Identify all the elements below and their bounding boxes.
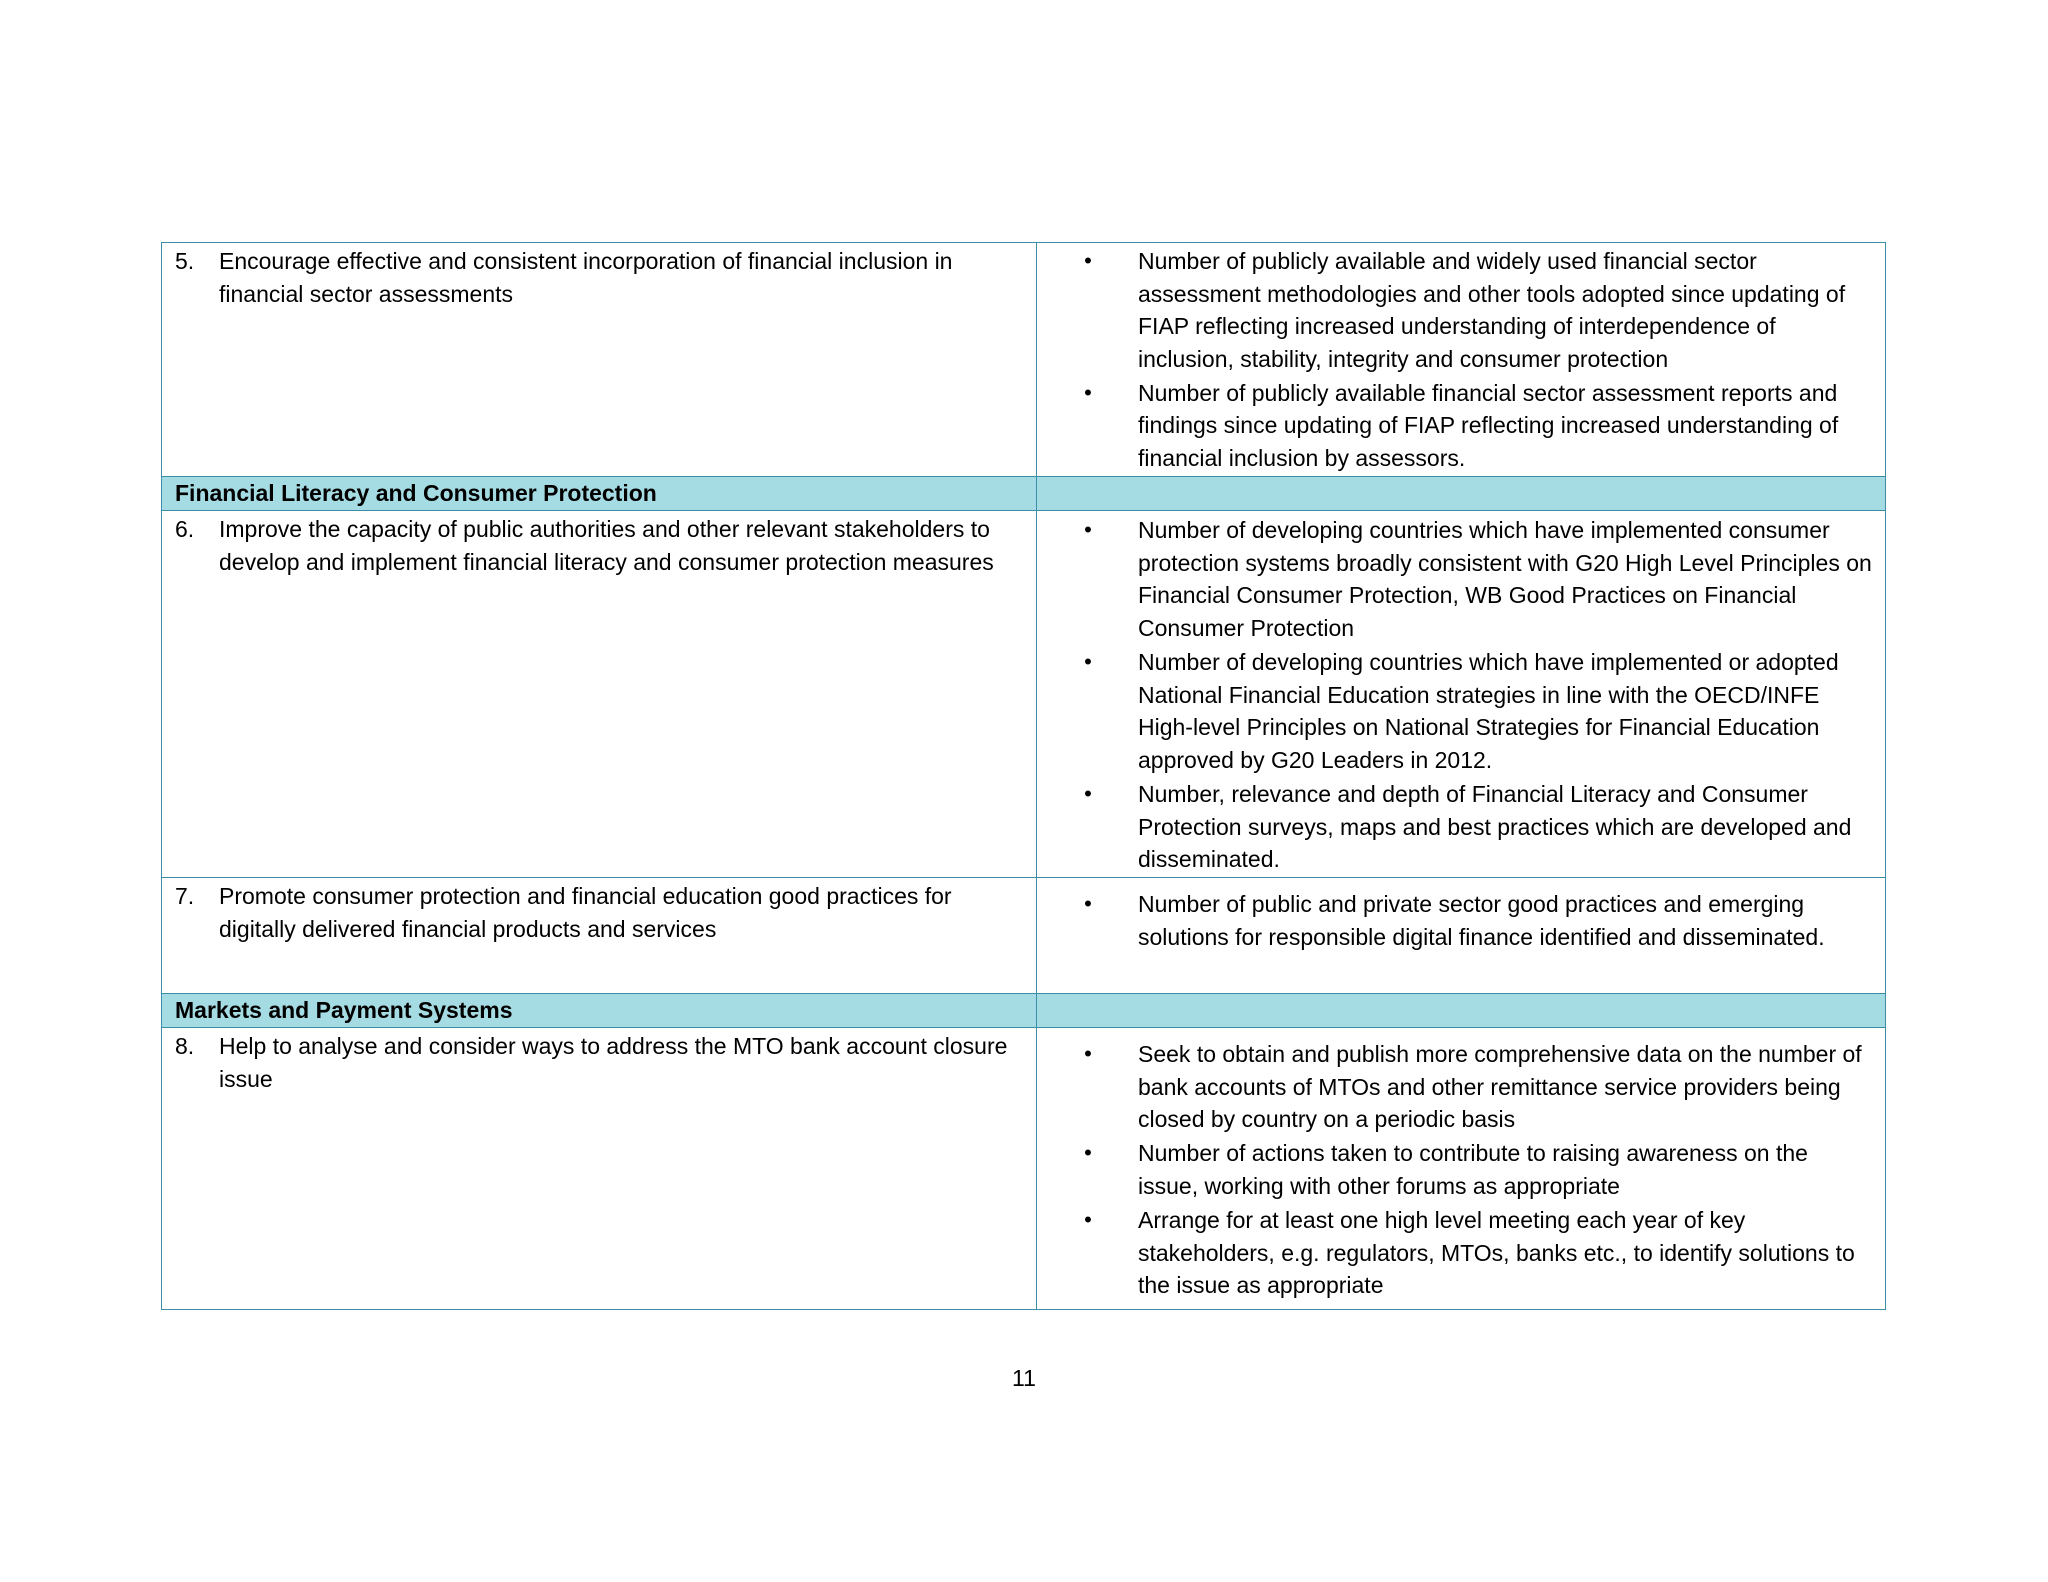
objective-cell — [162, 1028, 1037, 1310]
indicator-item — [1037, 1137, 1873, 1202]
indicator-list — [1037, 243, 1873, 475]
table-row — [162, 511, 1886, 878]
indicator-item — [1037, 1204, 1873, 1302]
table-row — [162, 1028, 1886, 1310]
indicator-item — [1037, 377, 1873, 475]
objective — [175, 513, 1026, 578]
indicators-cell — [1037, 511, 1886, 878]
section-title: Financial Literacy and Consumer Protection — [162, 477, 1037, 511]
objective — [175, 1030, 1026, 1095]
bullet-icon: • — [1084, 649, 1092, 675]
section-empty-cell — [1037, 477, 1886, 511]
indicator-text: Number of public and private sector good practices and emerging solutions for responsible digital finance identified and disseminated. — [1138, 891, 1825, 950]
objective-number: 7. — [175, 883, 195, 910]
indicators-cell — [1037, 878, 1886, 994]
bullet-icon: • — [1084, 780, 1092, 806]
indicators-cell — [1037, 243, 1886, 477]
indicator-list — [1037, 511, 1873, 876]
indicator-item — [1037, 778, 1873, 876]
table-row — [162, 243, 1886, 477]
indicator-item — [1037, 245, 1873, 375]
indicator-text: Number of actions taken to contribute to raising awareness on the issue, working with other forums as appropriate — [1138, 1140, 1808, 1200]
bullet-icon: • — [1084, 379, 1092, 405]
bullet-icon: • — [1084, 1140, 1092, 1166]
table-row — [162, 878, 1886, 994]
indicator-list — [1037, 1028, 1873, 1302]
indicator-item — [1037, 888, 1873, 953]
section-header-row — [162, 994, 1886, 1028]
section-title: Markets and Payment Systems — [162, 994, 1037, 1028]
objective-number: 5. — [175, 248, 195, 274]
objective-number: 6. — [175, 516, 195, 543]
page-number: 11 — [1012, 1365, 1036, 1391]
bullet-icon: • — [1084, 1207, 1092, 1233]
objective-cell — [162, 878, 1037, 994]
bullet-icon: • — [1084, 248, 1092, 273]
indicator-text: Number of publicly available financial sector assessment reports and findings since updating of FIAP reflecting increased understanding of financial inclusion by assessors. — [1138, 379, 1839, 472]
objective-cell — [162, 243, 1037, 477]
objective-number: 8. — [175, 1033, 195, 1060]
indicator-text: Number of publicly available and widely used financial sector assessment methodologies and other tools adopted since updating of FIAP reflecting increased understanding of interdependence of inclusion, stability, integrity and consumer protection — [1138, 248, 1846, 372]
indicator-text: Number of developing countries which have implemented consumer protection systems broadly consistent with G20 High Level Principles on Financial Consumer Protection, WB Good Practices on Financial Consumer Protection — [1138, 517, 1872, 641]
indicator-item — [1037, 646, 1873, 776]
bullet-icon: • — [1084, 1041, 1092, 1067]
objective-text: Help to analyse and consider ways to address the MTO bank account closure issue — [219, 1033, 1008, 1092]
indicator-text: Arrange for at least one high level meeting each year of key stakeholders, e.g. regulators, MTOs, banks etc., to identify solutions to the issue as appropriate — [1138, 1207, 1855, 1299]
objective — [175, 245, 1026, 310]
objective-text: Encourage effective and consistent incorporation of financial inclusion in financial sector assessments — [219, 248, 953, 307]
indicator-text: Number, relevance and depth of Financial Literacy and Consumer Protection surveys, maps and best practices which are developed and disseminated. — [1138, 780, 1852, 873]
objective-text: Promote consumer protection and financial education good practices for digitally delivered financial products and services — [219, 883, 952, 942]
objectives-indicators-table — [161, 242, 1886, 1310]
section-header-row — [162, 477, 1886, 511]
indicators-cell — [1037, 1028, 1886, 1310]
objective-cell — [162, 511, 1037, 878]
section-empty-cell — [1037, 994, 1886, 1028]
objective-text: Improve the capacity of public authorities and other relevant stakeholders to develop and implement financial literacy and consumer protection measures — [219, 516, 994, 575]
bullet-icon: • — [1084, 517, 1092, 543]
indicator-list — [1037, 878, 1873, 953]
indicator-item — [1037, 514, 1873, 644]
indicator-text: Seek to obtain and publish more comprehensive data on the number of bank accounts of MTOs and other remittance service providers being closed by country on a periodic basis — [1138, 1041, 1862, 1133]
indicator-item — [1037, 1038, 1873, 1136]
bullet-icon: • — [1084, 891, 1092, 917]
objective — [175, 880, 1026, 945]
indicator-text: Number of developing countries which have implemented or adopted National Financial Education strategies in line with the OECD/INFE High-level Principles on National Strategies for Financial Education approved by G20 Leaders in 2012. — [1138, 649, 1839, 773]
